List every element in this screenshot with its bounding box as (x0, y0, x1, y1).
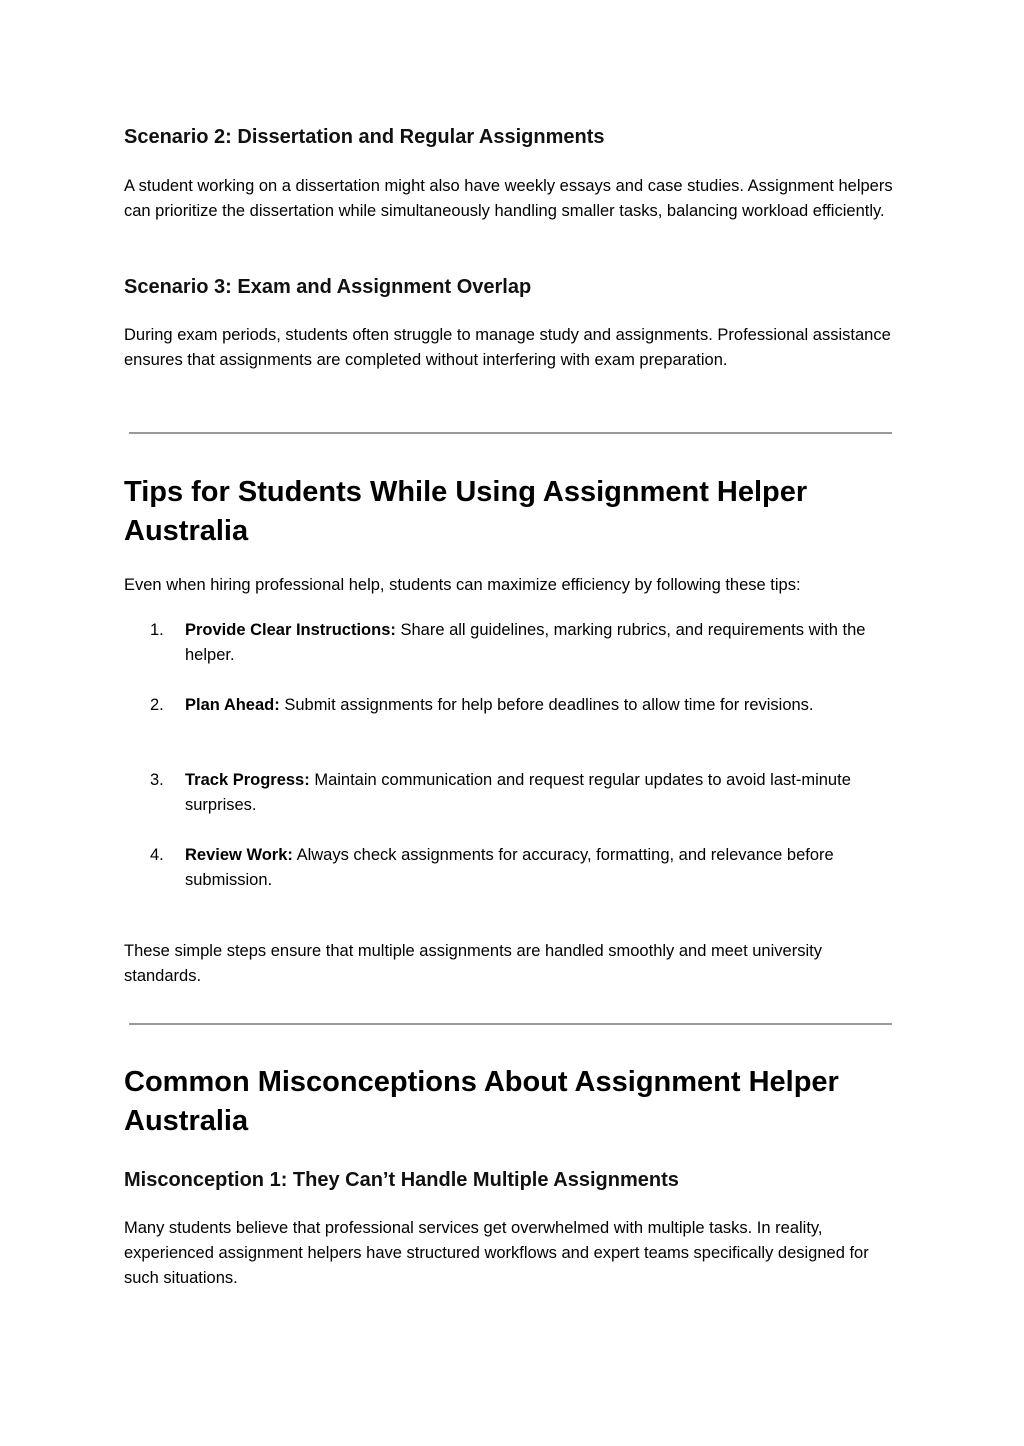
tip-item (150, 618, 900, 668)
tips-heading: Tips for Students While Using Assignment Helper Australia (124, 476, 808, 547)
scenario-3-body: During exam periods, students often struggle to manage study and assignments. Professional assistance ensures that assignments are completed without interfering with exam preparation. (124, 326, 891, 369)
tip-text: Always check assignments for accuracy, formatting, and relevance before submission. (185, 846, 834, 889)
tip-item (150, 693, 900, 718)
tip-title: Provide Clear Instructions: (185, 621, 396, 639)
tip-text: Maintain communication and request regular updates to avoid last-minute surprises. (185, 771, 851, 814)
tip-text: Share all guidelines, marking rubrics, and requirements with the helper. (185, 621, 866, 664)
tip-number: 3. (150, 771, 164, 789)
scenario-2-body: A student working on a dissertation might also have weekly essays and case studies. Assignment helpers can prioritize the dissertation while simultaneously handling smaller tasks, balancing workload efficiently. (124, 177, 893, 220)
tip-number: 4. (150, 846, 164, 864)
divider (129, 432, 892, 434)
tip-item (150, 843, 900, 893)
tip-text: Submit assignments for help before deadlines to allow time for revisions. (279, 696, 814, 714)
tip-title: Plan Ahead: (185, 696, 280, 714)
misconceptions-heading: Common Misconceptions About Assignment Helper Australia (124, 1066, 839, 1137)
misconception-1-heading: Misconception 1: They Can’t Handle Multiple Assignments (124, 1169, 679, 1191)
divider (129, 1023, 892, 1025)
tip-item (150, 768, 900, 818)
tips-outro: These simple steps ensure that multiple assignments are handled smoothly and meet university standards. (124, 942, 822, 985)
tips-intro: Even when hiring professional help, students can maximize efficiency by following these tips: (124, 576, 801, 594)
scenario-3-heading: Scenario 3: Exam and Assignment Overlap (124, 276, 532, 298)
misconception-1-body: Many students believe that professional services get overwhelmed with multiple tasks. In reality, experienced assignment helpers have structured workflows and expert teams specifically designed for such situations. (124, 1219, 869, 1287)
scenario-2-heading: Scenario 2: Dissertation and Regular Assignments (124, 126, 605, 148)
tip-title: Review Work: (185, 846, 293, 864)
tip-number: 2. (150, 696, 164, 714)
tip-title: Track Progress: (185, 771, 310, 789)
tip-number: 1. (150, 621, 164, 639)
